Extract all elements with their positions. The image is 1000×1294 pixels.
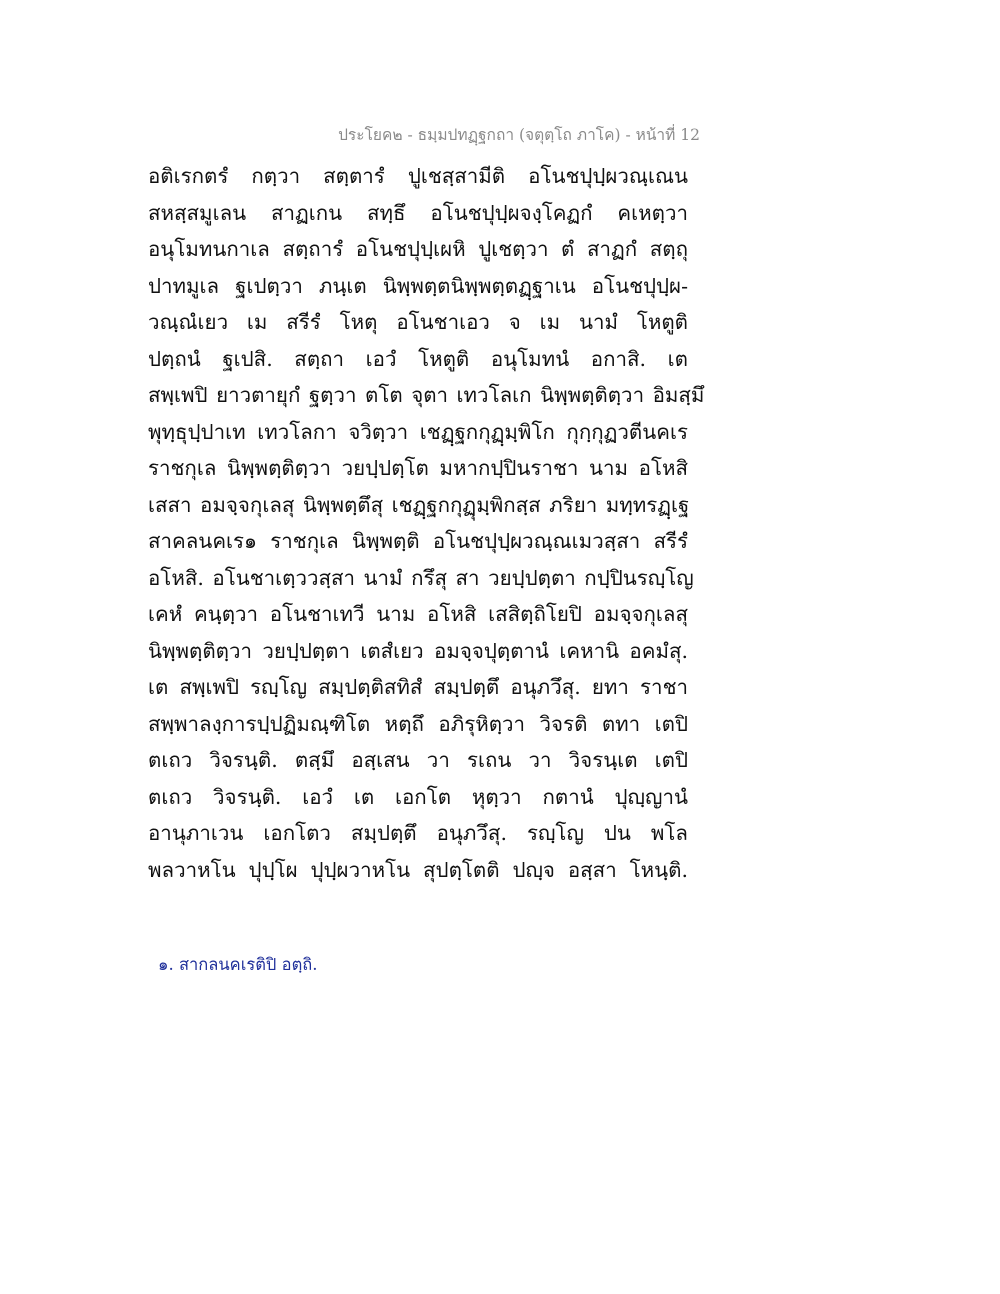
text-line: ราชกุเล นิพฺพตฺติตฺวา วยปฺปตฺโต มหากปฺปินราชา นาม อโหสิ bbox=[148, 456, 688, 480]
text-line: สหสฺสมูเลน สาฏเกน สทฺธึ อโนชปุปฺผจงฺโคฏกํ คเหตฺวา bbox=[148, 200, 688, 225]
text-line: ตเถว วิจรนฺติ. ตสฺมึ อสฺเสน วา รเถน วา วิจรนฺเต เตปิ bbox=[148, 748, 688, 772]
text-line: อนุโมทนกาเล สตฺถารํ อโนชปุปฺเผหิ ปูเชตฺวา ตํ สาฏกํ สตฺถุ bbox=[148, 237, 688, 261]
text-line: เคหํ คนฺตฺวา อโนชาเทวี นาม อโหสิ เสสิตฺถิโยปิ อมจฺจกุเลสุ bbox=[148, 602, 688, 626]
running-header: ประโยค๒ - ธมฺมปทฏฺฐกถา (จตุตฺโถ ภาโค) - หน้าที่ 12 bbox=[338, 126, 700, 144]
text-line: ปาทมูเล ฐเปตฺวา ภนฺเต นิพฺพตฺตนิพฺพตฺตฏฺฐาเน อโนชปุปฺผ- bbox=[148, 273, 688, 298]
text-line: อโหสิ. อโนชาเตฺววสฺสา นามํ กรึสุ สา วยปฺปตฺตา กปฺปินรญฺโญ bbox=[148, 565, 694, 590]
body-text bbox=[148, 158, 705, 888]
text-line: พลวาหโน ปุปฺโผ ปุปฺผวาหโน สุปตฺโตติ ปญฺจ อสฺสา โหนฺติ. bbox=[148, 857, 688, 882]
text-line: วณฺณํเยว เม สรีรํ โหตุ อโนชาเอว จ เม นามํ โหตูติ bbox=[148, 310, 688, 334]
text-line: เสสา อมจฺจกุเลสุ นิพฺพตฺตึสุ เชฏฺฐกกุฏุมฺพิกสฺส ภริยา มทฺทรฏฺเฐ bbox=[148, 492, 690, 517]
text-line: เต สพฺเพปิ รญฺโญ สมฺปตฺติสทิสํ สมฺปตฺตึ อนุภวึสุ. ยทา ราชา bbox=[148, 675, 688, 699]
text-line: ปตฺถนํ ฐเปสิ. สตฺถา เอวํ โหตูติ อนุโมทนํ อกาสิ. เต bbox=[148, 346, 688, 371]
text-line: สาคลนคเร๑ ราชกุเล นิพฺพตฺติ อโนชปุปฺผวณฺณเมวสฺสา สรีรํ bbox=[148, 529, 688, 553]
text-line: ตเถว วิจรนฺติ. เอวํ เต เอกโต หุตฺวา กตานํ ปุญฺญานํ bbox=[148, 784, 688, 809]
footnote: ๑. สากลนคเรติปิ อตฺถิ. bbox=[158, 955, 318, 974]
text-line: อติเรกตรํ กตฺวา สตฺตารํ ปูเชสฺสามีติ อโนชปุปฺผวณฺเณน bbox=[148, 164, 688, 188]
text-line: สพฺพาลงฺการปฺปฏิมณฺฑิโต หตฺถึ อภิรุหิตฺวา วิจรติ ตทา เตปิ bbox=[148, 711, 688, 736]
text-line: นิพฺพตฺติตฺวา วยปฺปตฺตา เตสํเยว อมจฺจปุตฺตานํ เคหานิ อคมํสุ. bbox=[148, 638, 688, 663]
text-line: สพฺเพปิ ยาวตายุกํ ฐตฺวา ตโต จุตา เทวโลเก นิพฺพตฺติตฺวา อิมสฺมึ bbox=[148, 383, 705, 407]
text-line: อานุภาเวน เอกโตว สมฺปตฺตึ อนุภวึสุ. รญฺโญ ปน พโล bbox=[148, 821, 688, 845]
text-line: พุทฺธุปฺปาเท เทวโลกา จวิตฺวา เชฏฺฐกกุฏฺมฺพิโก กุกฺกุฏวตีนคเร bbox=[148, 419, 688, 444]
